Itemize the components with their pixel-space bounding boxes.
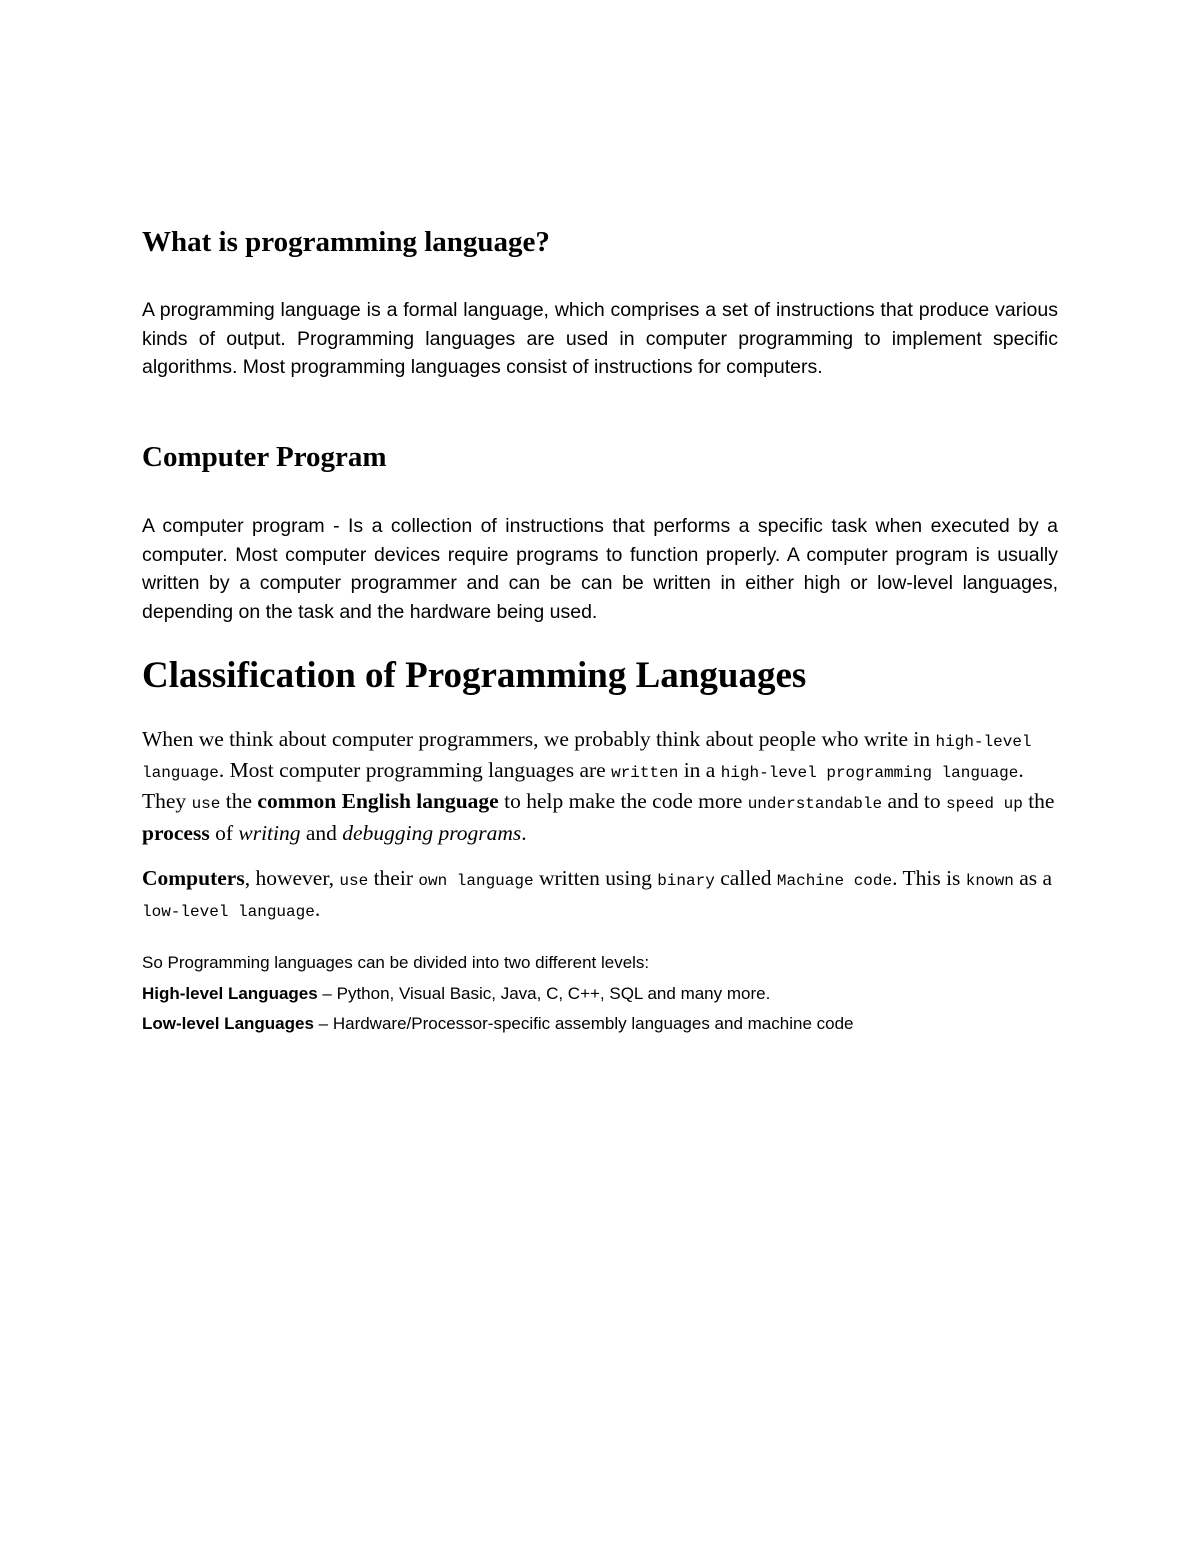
paragraph-high-level-explanation: [142, 725, 1058, 847]
text-run: .: [314, 897, 321, 922]
mono-run: own language: [418, 872, 534, 890]
mono-run: Machine code: [776, 872, 893, 890]
heading-classification: Classification of Programming Languages: [142, 655, 807, 696]
level-item-high: [142, 979, 1062, 1010]
level-label: Low-level Languages: [142, 1014, 314, 1033]
paragraph-low-level-explanation: [142, 864, 1058, 926]
mono-run: use: [339, 872, 369, 890]
heading-what-is-programming-language: What is programming language?: [142, 226, 550, 258]
text-run: . They: [142, 758, 1024, 814]
paragraph-computer-program-definition: A computer program - Is a collection of instructions that performs a specific task when executed by a computer. Most computer devices require programs to function properly. A computer program is usually written by a computer programmer and can be can be written in either high or low-level languages, depending on the task and the hardware being used.: [142, 515, 1058, 624]
bold-run: process: [142, 820, 210, 845]
text-run: .: [521, 820, 527, 845]
text-run: of: [209, 820, 239, 845]
text-run: the: [1022, 789, 1055, 814]
heading-computer-program: Computer Program: [142, 441, 387, 473]
mono-run: binary: [657, 872, 715, 890]
italic-run: writing: [238, 820, 301, 845]
text-run: their: [368, 866, 419, 890]
text-run: , however,: [244, 866, 340, 890]
level-description: – Hardware/Processor-specific assembly languages and machine code: [313, 1014, 854, 1033]
text-run: the: [220, 789, 258, 814]
bold-run: Computers: [142, 866, 245, 890]
mono-run: use: [191, 795, 221, 814]
mono-run: known: [965, 872, 1014, 890]
mono-run: high-level programming language: [720, 764, 1019, 783]
level-item-low: [142, 1009, 1062, 1040]
level-label: High-level Languages: [142, 983, 318, 1003]
mono-run: high-level language: [142, 733, 1032, 783]
mono-run: understandable: [747, 795, 883, 814]
mono-run: speed up: [946, 795, 1023, 814]
text-run: . Most computer programming languages are: [218, 758, 612, 783]
text-run: to help make the code more: [498, 789, 748, 814]
mono-run: low-level language: [142, 903, 315, 922]
bold-run: common English language: [257, 789, 499, 814]
levels-intro: So Programming languages can be divided into two different levels:: [142, 953, 650, 972]
text-run: in a: [678, 758, 721, 783]
text-run: written using: [533, 866, 658, 890]
text-run: called: [714, 866, 777, 890]
mono-run: written: [611, 764, 679, 783]
italic-run: debugging programs: [342, 820, 522, 845]
text-run: and: [300, 820, 343, 845]
paragraph-programming-language-definition: A programming language is a formal language, which comprises a set of instructions that produce various kinds of output. Programming languages are used in computer programming to implement specific algorithms. Most programming languages consist of instructions for computers.: [142, 299, 1058, 379]
levels-list: [142, 948, 1062, 1040]
text-run: as a: [1013, 866, 1053, 890]
text-run: When we think about computer programmers, we probably think about people who write in: [142, 727, 936, 751]
text-run: . This is: [892, 866, 966, 890]
level-description: – Python, Visual Basic, Java, C, C++, SQL and many more.: [317, 983, 771, 1003]
text-run: and to: [882, 789, 947, 814]
